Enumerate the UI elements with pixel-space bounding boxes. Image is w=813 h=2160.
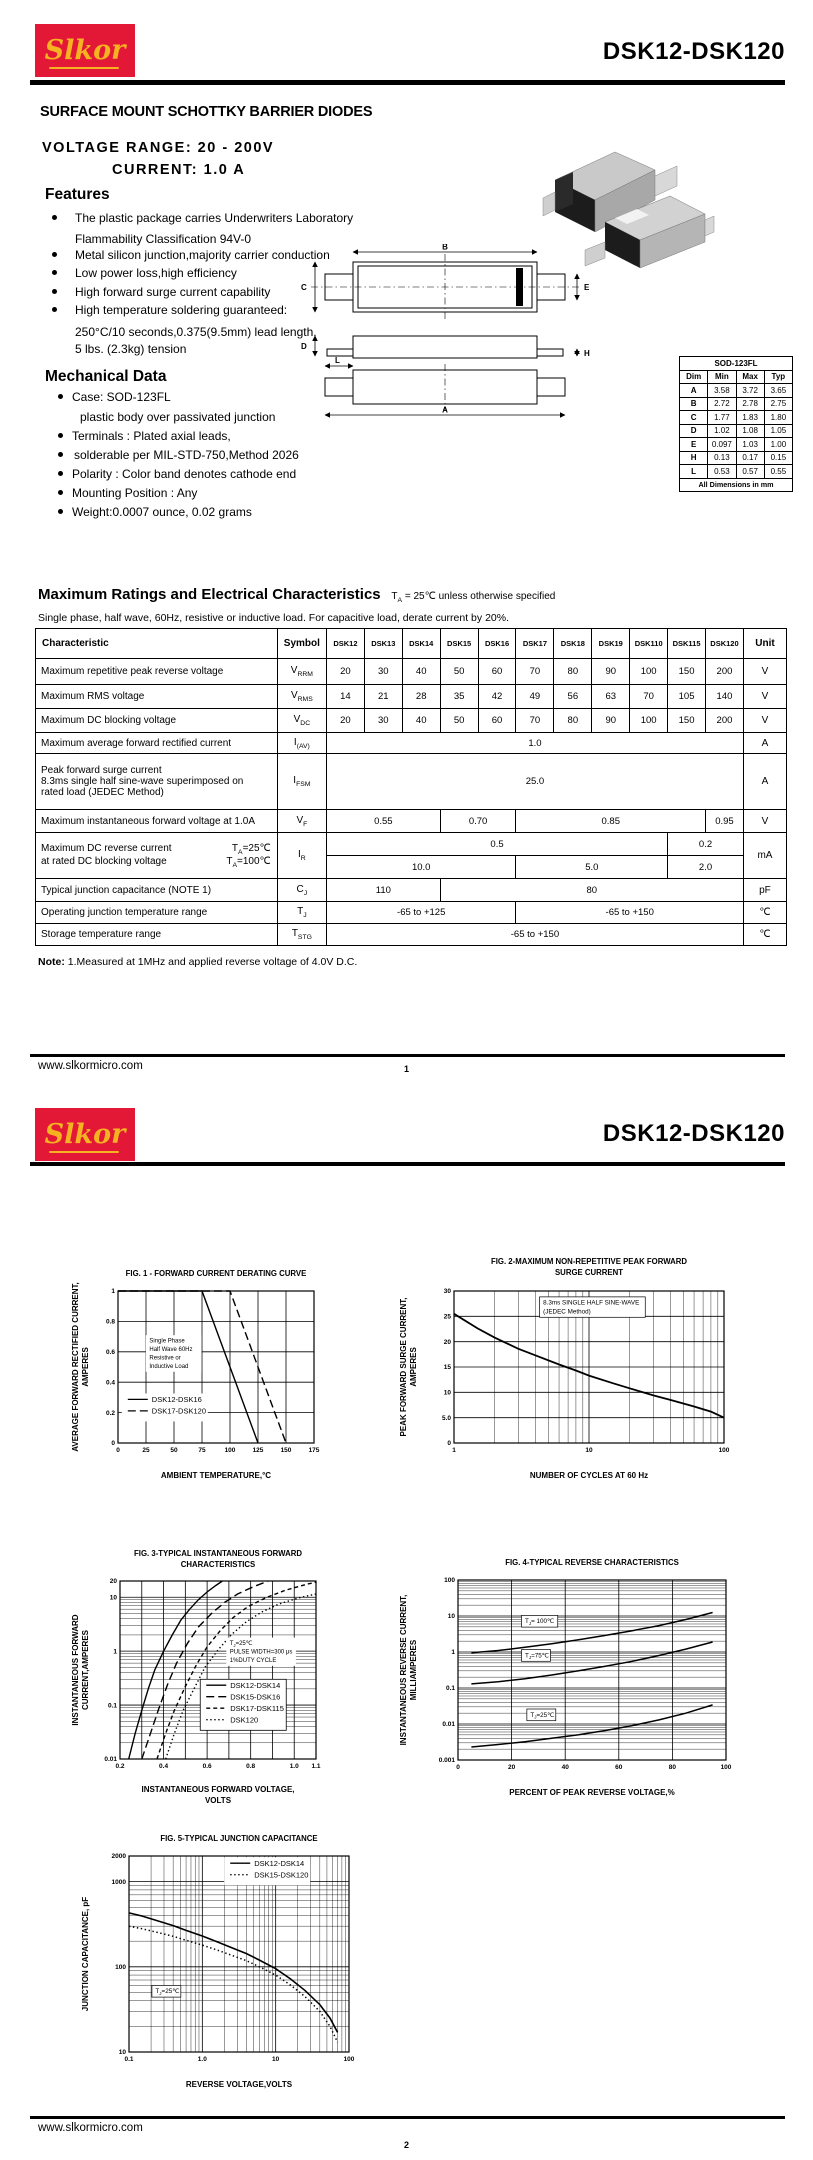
table-cell: 2.78	[736, 397, 764, 411]
table-cell: -65 to +125	[326, 902, 516, 924]
tick-label: 80	[668, 1764, 677, 1771]
table-cell: 21	[364, 685, 402, 709]
mechanical-line: Mounting Position : Any	[72, 486, 198, 500]
tick-label: 1.1	[311, 1763, 321, 1770]
tick-label: 0.2	[115, 1763, 125, 1770]
table-cell: A	[680, 384, 708, 398]
table-cell: L	[680, 465, 708, 479]
table-cell: pF	[743, 879, 786, 902]
brand-logo-text: Slkor	[44, 1119, 126, 1150]
column-header: DSK120	[706, 629, 744, 659]
column-header: DSK18	[554, 629, 592, 659]
ratings-heading-text: Maximum Ratings and Electrical Characteristics	[38, 586, 381, 603]
feature-line: Metal silicon junction,majority carrier conduction	[75, 248, 330, 262]
tick-label: DSK120	[230, 1715, 259, 1725]
table-cell: 30	[364, 659, 402, 685]
series-line	[129, 1926, 338, 2042]
table-cell: E	[680, 438, 708, 452]
tick-label: 100	[343, 2056, 355, 2063]
tick-label: 1	[451, 1649, 455, 1657]
tick-label: 0	[111, 1440, 115, 1448]
tick-label: DSK17-DSK115	[230, 1703, 284, 1713]
dim-label-E: E	[584, 283, 590, 292]
figure-fig5-xlabel: REVERSE VOLTAGE,VOLTS	[185, 2080, 293, 2089]
table-cell: 0.5	[326, 833, 667, 856]
mechanical-line: solderable per MIL-STD-750,Method 2026	[74, 448, 299, 462]
table-cell: Typical junction capacitance (NOTE 1)	[36, 879, 278, 902]
tick-label: $T_J=$ 100℃	[525, 1618, 555, 1626]
table-cell: 20	[326, 709, 364, 733]
table-cell: $T_J$	[277, 902, 326, 924]
tick-label: 0.1	[124, 2056, 134, 2063]
tick-label: 0.8	[246, 1763, 256, 1770]
table-cell: 50	[440, 709, 478, 733]
table-cell: 0.55	[764, 465, 792, 479]
table-cell: 25.0	[326, 754, 743, 810]
table-cell: 1.08	[736, 424, 764, 438]
table-cell: 80	[440, 879, 743, 902]
features-heading: Features	[45, 186, 110, 203]
table-cell: 150	[668, 659, 706, 685]
table-cell: 1.02	[708, 424, 736, 438]
table-cell: Operating junction temperature range	[36, 902, 278, 924]
tick-label: 1%DUTY CYCLE	[229, 1657, 277, 1664]
table-cell: 0.70	[440, 810, 516, 833]
tick-label: $T_J=25℃$	[530, 1711, 555, 1720]
table-cell: 1.83	[736, 411, 764, 425]
column-header: Symbol	[277, 629, 326, 659]
table-cell: 0.85	[516, 810, 706, 833]
tick-label: 0.1	[445, 1685, 455, 1693]
table-cell: 0.097	[708, 438, 736, 452]
tick-label: Inductive Load	[149, 1363, 189, 1370]
figure-fig3-title: FIG. 3-TYPICAL INSTANTANEOUS FORWARD CHARACTERISTICS	[134, 1549, 302, 1569]
tick-label: Single Phase	[149, 1338, 185, 1345]
mechanical-line: Case: SOD-123FL	[72, 390, 171, 404]
tick-label: 50	[170, 1447, 178, 1454]
tick-label: DSK15-DSK120	[254, 1870, 309, 1880]
brand-logo-text: Slkor	[44, 35, 126, 66]
series-line	[142, 1581, 268, 1759]
table-cell: Maximum DC blocking voltage	[36, 709, 278, 733]
tick-label: 25	[443, 1313, 451, 1321]
dim-label-D: D	[301, 342, 307, 351]
tick-label: 20	[109, 1578, 117, 1586]
tick-label: 1	[113, 1648, 117, 1656]
column-header: DSK12	[326, 629, 364, 659]
tick-label: 5.0	[441, 1414, 451, 1422]
table-cell: 1.77	[708, 411, 736, 425]
table-cell: 60	[478, 659, 516, 685]
table-cell: 90	[592, 709, 630, 733]
tick-label: 20	[443, 1338, 451, 1346]
tick-label: 1000	[111, 1878, 126, 1886]
tick-label: 30	[443, 1288, 451, 1296]
table-cell: 42	[478, 685, 516, 709]
tick-label: 0	[447, 1440, 451, 1448]
table-cell: $V_{RRM}$	[277, 659, 326, 685]
table-cell: Storage temperature range	[36, 924, 278, 946]
column-header: DSK16	[478, 629, 516, 659]
tick-label: 0.8	[105, 1318, 115, 1326]
table-cell: V	[743, 685, 786, 709]
tick-label: 0.6	[105, 1349, 115, 1356]
figure-fig2-title: FIG. 2-MAXIMUM NON-REPETITIVE PEAK FORWARD SURGE CURRENT	[490, 1257, 688, 1277]
table-cell: 5.0	[516, 856, 668, 879]
dim-table: SOD-123FL Dim Min Max Typ A 3.58 3.72 3.65 B 2.72 2.78 2.75 C 1.77 1.83 1.80 D 1.02 1.08 1.05 E 0.097 1.03 1.00 H 0.13 0.17 0.15 L 0.53 0.57 0.55 All Dimensions in mm	[679, 356, 793, 492]
table-cell: 70	[630, 685, 668, 709]
table-cell: 28	[402, 685, 440, 709]
note-label: Note:	[38, 956, 65, 968]
tick-label: 60	[615, 1764, 623, 1771]
figure-fig1-title: FIG. 1 - FORWARD CURRENT DERATING CURVE	[125, 1269, 307, 1278]
mechanical-line: plastic body over passivated junction	[80, 410, 276, 424]
series-line	[471, 1613, 712, 1653]
dim-label-L: L	[335, 356, 340, 365]
tick-label: 10	[272, 2056, 280, 2063]
figure-fig1-plot	[90, 1283, 330, 1469]
voltage-range-line: VOLTAGE RANGE: 20 - 200V	[42, 140, 275, 156]
tick-label: Resistive or	[149, 1355, 181, 1362]
feature-line: High temperature soldering guaranteed:	[75, 303, 288, 317]
tick-label: 1	[111, 1288, 115, 1296]
table-cell: -65 to +150	[326, 924, 743, 946]
table-cell: 2.72	[708, 397, 736, 411]
note-text: 1.Measured at 1MHz and applied reverse voltage of 4.0V D.C.	[67, 956, 358, 968]
table-cell: Maximum DC reverse current $T_A=25℃$ at rated DC blocking voltage $T_A=100℃$	[36, 833, 278, 879]
dim-label-H: H	[584, 349, 590, 358]
table-cell: $C_J$	[277, 879, 326, 902]
table-cell: 3.72	[736, 384, 764, 398]
tick-label: 2000	[111, 1853, 126, 1861]
tick-label: 1.0	[197, 2056, 207, 2063]
table-cell: V	[743, 659, 786, 685]
table-cell: $I_{FSM}$	[277, 754, 326, 810]
table-cell: C	[680, 411, 708, 425]
figure-fig5-title: FIG. 5-TYPICAL JUNCTION CAPACITANCE	[160, 1834, 318, 1843]
table-cell: 0.2	[668, 833, 744, 856]
series-line	[129, 1581, 223, 1759]
figure-fig5-ylabel: JUNCTION CAPACITANCE, pF	[81, 1896, 90, 2012]
table-cell: 70	[516, 659, 554, 685]
figure-fig3-ylabel: INSTANTANEOUS FORWARD CURRENT,AMPERES	[71, 1614, 90, 1726]
tick-label: 10	[447, 1613, 455, 1621]
feature-line: The plastic package carries Underwriters Laboratory	[75, 211, 354, 225]
tick-label: 40	[561, 1764, 569, 1771]
ratings-subtitle: Single phase, half wave, 60Hz, resistive or inductive load. For capacitive load, derate current by 20%.	[38, 612, 509, 624]
tick-label: 0.01	[104, 1756, 117, 1764]
table-cell: 49	[516, 685, 554, 709]
tick-label: 0.4	[105, 1379, 115, 1387]
tick-label: 100	[718, 1447, 730, 1454]
column-header: DSK14	[402, 629, 440, 659]
mechanical-heading: Mechanical Data	[45, 368, 167, 385]
tick-label: 25	[142, 1447, 150, 1454]
tick-label: Half Wave 60Hz	[149, 1347, 193, 1354]
table-cell: 1.00	[764, 438, 792, 452]
feature-line: 250°C/10 seconds,0.375(9.5mm) lead length,	[75, 325, 317, 339]
figure-fig1-xlabel: AMBIENT TEMPERATURE,°C	[160, 1471, 272, 1480]
tick-label: 0	[116, 1447, 120, 1454]
dim-label-C: C	[301, 283, 307, 292]
figure-fig4-plot	[418, 1572, 742, 1786]
column-header: DSK15	[440, 629, 478, 659]
table-cell: 0.15	[764, 451, 792, 465]
figure-fig3-xlabel: INSTANTANEOUS FORWARD VOLTAGE, VOLTS	[141, 1785, 295, 1805]
table-cell: D	[680, 424, 708, 438]
table-cell: 200	[706, 709, 744, 733]
table-cell: 30	[364, 709, 402, 733]
tick-label: 175	[308, 1447, 320, 1454]
table-cell: $I_{(AV)}$	[277, 733, 326, 754]
tick-label: 15	[443, 1364, 451, 1372]
table-cell: V	[743, 709, 786, 733]
tick-label: DSK12-DSK14	[254, 1858, 305, 1868]
footer-site: www.slkormicro.com	[38, 2122, 143, 2134]
table-cell: 3.58	[708, 384, 736, 398]
tick-label: 1	[452, 1447, 456, 1454]
table-cell: 0.55	[326, 810, 440, 833]
table-cell: 2.75	[764, 397, 792, 411]
table-cell: 110	[326, 879, 440, 902]
table-cell: 80	[554, 659, 592, 685]
figure-fig3-plot	[90, 1575, 330, 1783]
table-cell: Peak forward surge current 8.3ms single half sine-wave superimposed on rated load (JEDEC Method)	[36, 754, 278, 810]
tick-label: 0.4	[159, 1763, 169, 1770]
tick-label: $T_J=25℃$	[229, 1641, 253, 1648]
ratings-condition: $T_A$ = 25℃ unless otherwise specified	[391, 591, 556, 604]
tick-label: 0.2	[105, 1409, 115, 1417]
series-line	[471, 1705, 712, 1747]
current-line: CURRENT: 1.0 A	[112, 162, 246, 178]
table-cell: 63	[592, 685, 630, 709]
table-cell: mA	[743, 833, 786, 879]
figure-fig4-ylabel: INSTANTANEOUS REVERSE CURRENT, MILLIAMPERES	[399, 1594, 418, 1746]
tick-label: 0.1	[107, 1702, 117, 1710]
figure-fig1-ylabel: AVERAGE FORWARD RECTIFIED CURRENT, AMPERES	[71, 1282, 90, 1452]
table-cell: 35	[440, 685, 478, 709]
tick-label: DSK15-DSK16	[230, 1692, 281, 1702]
tick-label: 125	[252, 1447, 264, 1454]
page-title: DSK12-DSK120	[602, 38, 785, 65]
table-cell: B	[680, 397, 708, 411]
tick-label: PULSE WIDTH=300 μs	[229, 1649, 293, 1656]
table-cell: 20	[326, 659, 364, 685]
table-cell: 0.57	[736, 465, 764, 479]
figure-fig4-title: FIG. 4-TYPICAL REVERSE CHARACTERISTICS	[505, 1558, 679, 1567]
tick-label: $T_J=25℃$	[155, 1988, 180, 1996]
tick-label: 75	[198, 1447, 206, 1454]
tick-label: 10	[585, 1447, 593, 1454]
footer-rule	[30, 2116, 785, 2119]
table-cell: -65 to +150	[516, 902, 743, 924]
table-cell: $V_{DC}$	[277, 709, 326, 733]
table-cell: Maximum repetitive peak reverse voltage	[36, 659, 278, 685]
mechanical-line: Weight:0.0007 ounce, 0.02 grams	[72, 505, 252, 519]
table-cell: 10.0	[326, 856, 516, 879]
table-cell: 80	[554, 709, 592, 733]
footer-page-number: 2	[403, 2140, 409, 2150]
figure-fig5-plot	[95, 1848, 363, 2078]
table-cell: 3.65	[764, 384, 792, 398]
table-cell: Maximum instantaneous forward voltage at 1.0A	[36, 810, 278, 833]
table-cell: 56	[554, 685, 592, 709]
table-cell: $T_{STG}$	[277, 924, 326, 946]
column-header: DSK115	[668, 629, 706, 659]
footer-page-number: 1	[403, 1064, 409, 1074]
feature-line: 5 lbs. (2.3kg) tension	[75, 342, 187, 356]
dim-label-A: A	[442, 405, 448, 415]
tick-label: 100	[720, 1764, 732, 1771]
tick-label: DSK17-DSK120	[151, 1406, 207, 1416]
table-cell: 140	[706, 685, 744, 709]
table-cell: 100	[630, 709, 668, 733]
footer-site: www.slkormicro.com	[38, 1060, 143, 1072]
table-cell: 1.05	[764, 424, 792, 438]
figure-fig4-xlabel: PERCENT OF PEAK REVERSE VOLTAGE,%	[509, 1788, 675, 1797]
table-cell: 40	[402, 709, 440, 733]
feature-line: High forward surge current capability	[75, 285, 271, 299]
table-cell: H	[680, 451, 708, 465]
tick-label: 10	[109, 1594, 117, 1602]
tick-label: 8.3ms SINGLE HALF SINE-WAVE	[543, 1299, 640, 1307]
table-cell: 1.0	[326, 733, 743, 754]
tick-label: 150	[280, 1447, 292, 1454]
tick-label: 0.6	[202, 1763, 212, 1770]
table-cell: 90	[592, 659, 630, 685]
table-cell: 0.13	[708, 451, 736, 465]
table-cell: Maximum average forward rectified current	[36, 733, 278, 754]
tick-label: 100	[224, 1447, 236, 1454]
table-cell: 50	[440, 659, 478, 685]
table-cell: $I_R$	[277, 833, 326, 879]
column-header: Characteristic	[36, 629, 278, 659]
mechanical-line: Terminals : Plated axial leads,	[72, 429, 231, 443]
column-header: DSK110	[630, 629, 668, 659]
series-line	[157, 1582, 316, 1759]
column-header: DSK17	[516, 629, 554, 659]
table-cell: 60	[478, 709, 516, 733]
figure-fig2-plot	[418, 1283, 740, 1469]
feature-line: Flammability Classification 94V-0	[75, 232, 252, 246]
mechanical-line: Polarity : Color band denotes cathode end	[72, 467, 297, 481]
table-cell: 0.95	[706, 810, 744, 833]
table-cell: 70	[516, 709, 554, 733]
column-header: DSK13	[364, 629, 402, 659]
table-cell: 0.17	[736, 451, 764, 465]
figure-fig2-xlabel: NUMBER OF CYCLES AT 60 Hz	[529, 1471, 649, 1480]
tick-label: 10	[443, 1389, 451, 1397]
table-cell: 150	[668, 709, 706, 733]
column-header: DSK19	[592, 629, 630, 659]
figure-fig2-ylabel: PEAK FORWARD SURGE CURRENT, AMPERES	[399, 1297, 418, 1437]
table-cell: 1.03	[736, 438, 764, 452]
dim-label-B: B	[442, 244, 448, 252]
table-cell: 200	[706, 659, 744, 685]
table-cell: $V_{RMS}$	[277, 685, 326, 709]
tick-label: $T_J=75℃$	[525, 1652, 549, 1661]
tick-label: 0.001	[438, 1757, 455, 1765]
table-cell: A	[743, 733, 786, 754]
table-cell: ℃	[743, 924, 786, 946]
tick-label: 10	[118, 2049, 126, 2057]
table-cell: 100	[630, 659, 668, 685]
tick-label: 20	[507, 1764, 516, 1771]
table-cell: 40	[402, 659, 440, 685]
table-cell: A	[743, 754, 786, 810]
table-cell: 1.80	[764, 411, 792, 425]
page-title: DSK12-DSK120	[602, 1120, 785, 1147]
tick-label: (JEDEC Method)	[543, 1308, 591, 1316]
table-cell: 2.0	[668, 856, 744, 879]
table-cell: ℃	[743, 902, 786, 924]
feature-line: Low power loss,high efficiency	[75, 266, 237, 280]
tick-label: DSK12-DSK14	[230, 1680, 281, 1690]
product-title: SURFACE MOUNT SCHOTTKY BARRIER DIODES	[40, 104, 373, 120]
column-header: Unit	[743, 629, 786, 659]
table-cell: Maximum RMS voltage	[36, 685, 278, 709]
table-cell: 0.53	[708, 465, 736, 479]
table-cell: 105	[668, 685, 706, 709]
table-cell: 14	[326, 685, 364, 709]
series-line	[129, 1913, 338, 2033]
tick-label: 1.0	[289, 1763, 299, 1770]
tick-label: 0.01	[442, 1721, 455, 1729]
tick-label: 100	[115, 1964, 126, 1972]
tick-label: DSK12-DSK16	[151, 1394, 202, 1404]
tick-label: 0	[456, 1764, 460, 1771]
table-cell: $V_F$	[277, 810, 326, 833]
table-cell: V	[743, 810, 786, 833]
tick-label: 100	[444, 1577, 455, 1585]
